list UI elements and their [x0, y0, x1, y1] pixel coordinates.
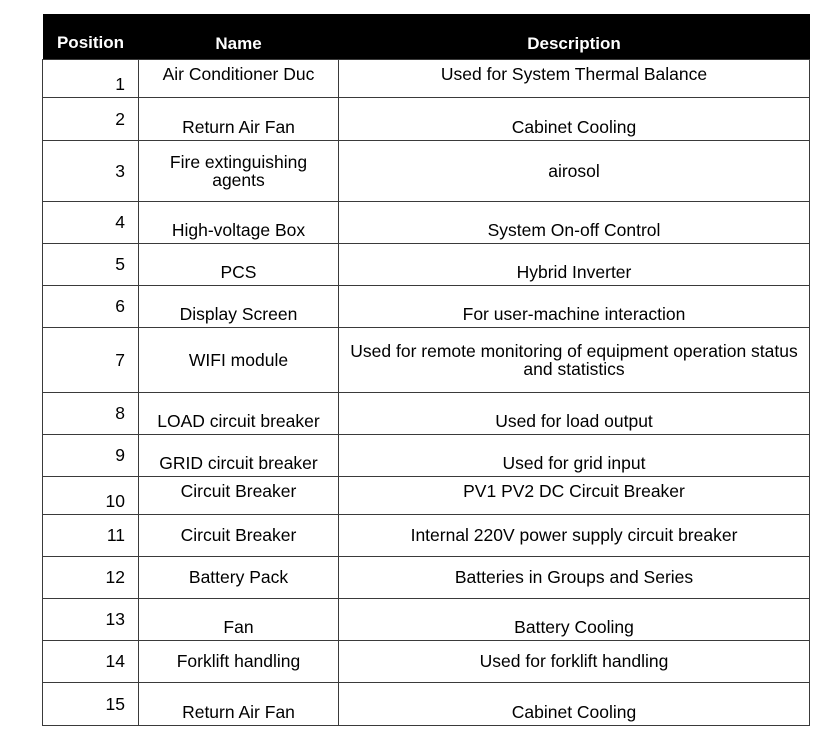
position-cell: 4: [43, 202, 139, 244]
position-cell: 13: [43, 599, 139, 641]
name-cell: WIFI module: [139, 328, 339, 393]
position-cell: 3: [43, 141, 139, 202]
position-cell: 1: [43, 60, 139, 98]
description-cell: Used for forklift handling: [339, 641, 810, 683]
table-row: [43, 98, 810, 141]
table-row: [43, 202, 810, 244]
position-cell: 11: [43, 515, 139, 557]
position-cell: 12: [43, 557, 139, 599]
table-body: [43, 60, 810, 726]
name-cell: Circuit Breaker: [139, 515, 339, 557]
name-cell: Return Air Fan: [139, 98, 339, 141]
name-cell: PCS: [139, 244, 339, 286]
table-row: [43, 328, 810, 393]
name-cell: Air Conditioner Duc: [139, 60, 339, 98]
description-cell: System On-off Control: [339, 202, 810, 244]
header-name: Name: [139, 14, 339, 60]
table-row: [43, 477, 810, 515]
name-cell: Fan: [139, 599, 339, 641]
table-row: [43, 244, 810, 286]
description-cell: Used for grid input: [339, 435, 810, 477]
position-cell: 2: [43, 98, 139, 141]
header-description: Description: [339, 14, 810, 60]
name-cell: Circuit Breaker: [139, 477, 339, 515]
name-cell: High-voltage Box: [139, 202, 339, 244]
position-cell: 6: [43, 286, 139, 328]
name-cell: Return Air Fan: [139, 683, 339, 726]
table-row: [43, 393, 810, 435]
description-cell: Used for load output: [339, 393, 810, 435]
header-position: Position: [43, 14, 139, 60]
position-cell: 7: [43, 328, 139, 393]
table-row: [43, 641, 810, 683]
table-row: [43, 435, 810, 477]
table-row: [43, 515, 810, 557]
table-row: [43, 599, 810, 641]
position-cell: 10: [43, 477, 139, 515]
component-table-container: [42, 14, 809, 726]
table-header: [43, 14, 810, 60]
description-cell: Cabinet Cooling: [339, 683, 810, 726]
table-row: [43, 286, 810, 328]
name-cell: GRID circuit breaker: [139, 435, 339, 477]
description-cell: For user-machine interaction: [339, 286, 810, 328]
description-cell: airosol: [339, 141, 810, 202]
table-row: [43, 60, 810, 98]
description-cell: Hybrid Inverter: [339, 244, 810, 286]
name-cell: Fire extinguishing agents: [139, 141, 339, 202]
description-cell: Used for remote monitoring of equipment operation status and statistics: [339, 328, 810, 393]
position-cell: 14: [43, 641, 139, 683]
position-cell: 5: [43, 244, 139, 286]
table-row: [43, 683, 810, 726]
name-cell: Forklift handling: [139, 641, 339, 683]
description-cell: Internal 220V power supply circuit breaker: [339, 515, 810, 557]
name-cell: Display Screen: [139, 286, 339, 328]
description-cell: Cabinet Cooling: [339, 98, 810, 141]
position-cell: 15: [43, 683, 139, 726]
header-row: [43, 14, 810, 60]
name-cell: Battery Pack: [139, 557, 339, 599]
position-cell: 9: [43, 435, 139, 477]
description-cell: Used for System Thermal Balance: [339, 60, 810, 98]
table-row: [43, 557, 810, 599]
position-cell: 8: [43, 393, 139, 435]
table-row: [43, 141, 810, 202]
description-cell: PV1 PV2 DC Circuit Breaker: [339, 477, 810, 515]
description-cell: Battery Cooling: [339, 599, 810, 641]
name-cell: LOAD circuit breaker: [139, 393, 339, 435]
description-cell: Batteries in Groups and Series: [339, 557, 810, 599]
component-table: [42, 14, 810, 726]
